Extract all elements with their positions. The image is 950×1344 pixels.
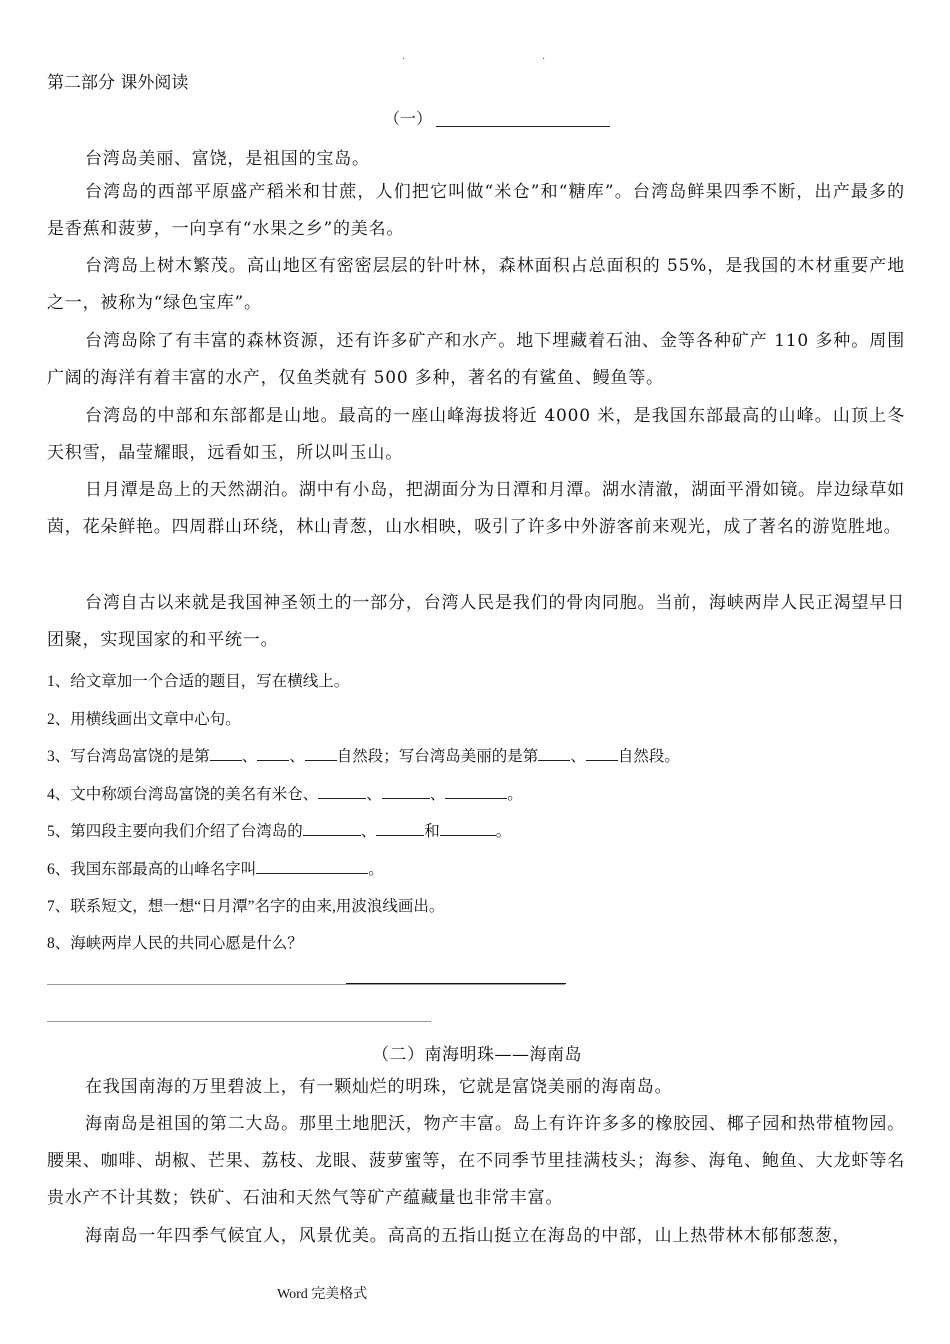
answer-blank[interactable]: [303, 820, 361, 837]
question-5: [47, 819, 511, 841]
header-dot-left: ·: [402, 54, 406, 65]
question-5-and: 和: [424, 823, 440, 840]
passage1-heading: （一）: [384, 109, 433, 128]
passage1-paragraph-2: 台湾岛的西部平原盛产稻米和甘蔗，人们把它叫做“米仓”和“糖库”。台湾岛鲜果四季不断，出产最多的是香蕉和菠萝，一向享有“水果之乡”的美名。: [47, 182, 905, 239]
answer-blank[interactable]: [257, 745, 289, 762]
passage2-heading: （二）南海明珠——海南岛: [372, 1045, 582, 1065]
answer-blank[interactable]: [318, 783, 366, 800]
passage1-paragraph-3: 台湾岛上树木繁茂。高山地区有密密层层的针叶林，森林面积占总面积的 55%，是我国的木材重要产地之一，被称为“绿色宝库”。: [47, 256, 905, 313]
question-5-end: 。: [495, 823, 512, 840]
passage1-paragraph-4: 台湾岛除了有丰富的森林资源，还有许多矿产和水产。地下埋藏着石油、金等各种矿产 110 多种。周围广阔的海洋有着丰富的水产，仅鱼类就有 500 多种，著名的有鲨鱼、鳗鱼等。: [47, 331, 905, 388]
answer-line[interactable]: [47, 984, 565, 985]
passage2-paragraph-1: 在我国南海的万里碧波上，有一颗灿烂的明珠，它就是富饶美丽的海南岛。: [85, 1077, 673, 1097]
passage1-paragraph-6: 日月潭是岛上的天然湖泊。湖中有小岛，把湖面分为日潭和月潭。湖水清澈，湖面平滑如镜。岸边绿草如茵，花朵鲜艳。四周群山环绕，林山青葱，山水相映，吸引了许多中外游客前来观光，成了著名的游览胜地。: [47, 480, 905, 537]
answer-blank[interactable]: [376, 820, 424, 837]
answer-blank[interactable]: [538, 745, 570, 762]
question-2: 2、用横线画出文章中心句。: [47, 711, 241, 728]
passage1-paragraph-1: 台湾岛美丽、富饶，是祖国的宝岛。: [85, 149, 370, 169]
question-1: 1、给文章加一个合适的题目，写在横线上。: [47, 673, 350, 690]
question-3-text-b: 自然段；写台湾岛美丽的是第: [336, 748, 539, 765]
question-3-sep: 、: [289, 748, 305, 765]
answer-blank[interactable]: [256, 858, 368, 875]
page-footer: Word 完美格式: [277, 1287, 368, 1302]
passage2-paragraph-3: 海南岛一年四季气候宜人，风景优美。高高的五指山挺立在海岛的中部，山上热带林木郁郁葱葱，: [85, 1226, 851, 1246]
answer-blank[interactable]: [440, 820, 496, 837]
answer-line[interactable]: [47, 1021, 431, 1022]
header-dot-right: ·: [542, 54, 546, 65]
question-4-sep: 、: [366, 786, 382, 803]
question-3-text-a: 3、写台湾岛富饶的是第: [47, 748, 210, 765]
answer-line[interactable]: [346, 983, 566, 984]
question-6-end: 。: [368, 861, 384, 878]
question-6-text: 6、我国东部最高的山峰名字叫: [47, 861, 257, 878]
answer-blank[interactable]: [305, 745, 337, 762]
question-4-text: 4、文中称颂台湾岛富饶的美名有米仓、: [47, 786, 319, 803]
question-4-sep: 、: [429, 786, 446, 803]
title-blank-line: [436, 126, 610, 127]
question-3-text-c: 自然段。: [617, 748, 680, 765]
section-title: 第二部分 课外阅读: [47, 73, 189, 93]
question-3-sep: 、: [570, 748, 586, 765]
question-5-text: 5、第四段主要向我们介绍了台湾岛的: [47, 823, 303, 840]
answer-blank[interactable]: [210, 745, 242, 762]
question-3-sep: 、: [241, 748, 258, 765]
question-5-sep: 、: [360, 823, 377, 840]
question-8: 8、海峡两岸人民的共同心愿是什么？: [47, 935, 303, 952]
question-4: [47, 782, 523, 804]
question-3: [47, 744, 680, 766]
answer-blank[interactable]: [445, 783, 507, 800]
passage1-paragraph-7: 台湾自古以来就是我国神圣领土的一部分，台湾人民是我们的骨肉同胞。当前，海峡两岸人民正渴望早日团聚，实现国家的和平统一。: [47, 593, 905, 650]
passage2-paragraph-2: 海南岛是祖国的第二大岛。那里土地肥沃，物产丰富。岛上有许许多多的橡胶园、椰子园和热带植物园。腰果、咖啡、胡椒、芒果、荔枝、龙眼、菠萝蜜等，在不同季节里挂满枝头；海参、海龟、鲍鱼、大龙虾等名贵水产不计其数；铁矿、石油和天然气等矿产蕴藏量也非常丰富。: [47, 1114, 905, 1208]
passage1-paragraph-5: 台湾岛的中部和东部都是山地。最高的一座山峰海拔将近 4000 米，是我国东部最高的山峰。山顶上冬天积雪，晶莹耀眼，远看如玉，所以叫玉山。: [47, 406, 906, 463]
question-6: [47, 857, 384, 879]
question-7: 7、联系短文，想一想“日月潭”名字的由来,用波浪线画出。: [47, 898, 445, 915]
answer-blank[interactable]: [586, 745, 618, 762]
question-4-end: 。: [507, 786, 523, 803]
answer-blank[interactable]: [382, 783, 430, 800]
